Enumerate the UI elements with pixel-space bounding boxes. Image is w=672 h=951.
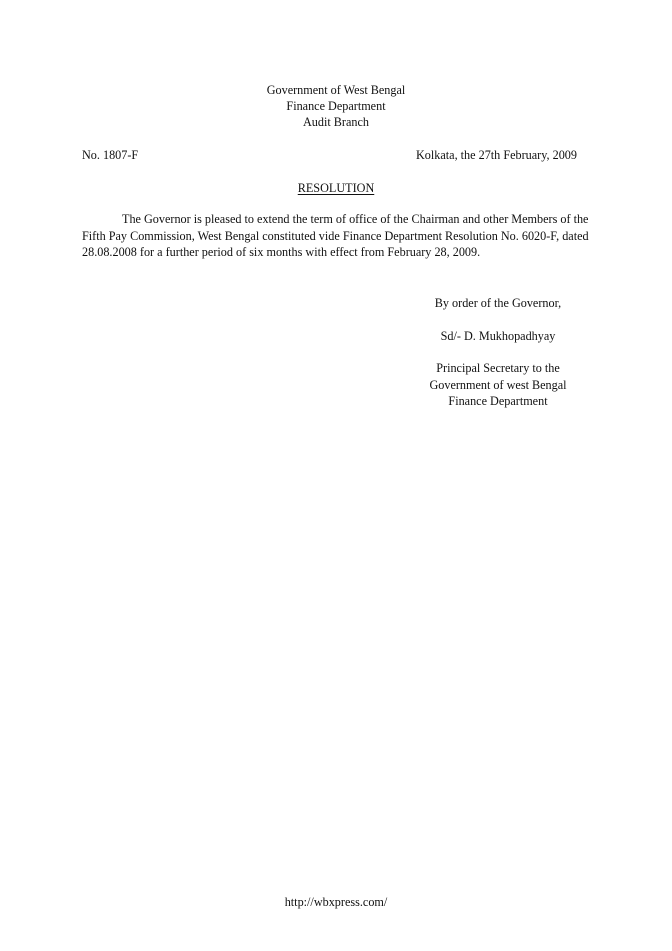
letterhead <box>0 82 672 130</box>
order-line: By order of the Governor, <box>434 296 562 310</box>
document-title <box>0 180 672 197</box>
place-date: Kolkata, the 27th February, 2009 <box>416 148 577 162</box>
resolution-heading: RESOLUTION <box>297 181 375 195</box>
footer-url: http://wbxpress.com/ <box>284 895 388 909</box>
letterhead-branch: Audit Branch <box>302 115 369 129</box>
signatory-name: Sd/- D. Mukhopadhyay <box>440 329 556 343</box>
designation-line-3: Finance Department <box>448 394 548 408</box>
letterhead-department: Finance Department <box>286 99 386 113</box>
letterhead-government: Government of West Bengal <box>266 83 406 97</box>
reference-row <box>82 147 577 163</box>
resolution-body: The Governor is pleased to extend the term of office of the Chairman and other Members of the Fifth Pay Commission, West Bengal constituted vide Finance Department Resolution No. 6020-F, dated 28.08.2008 for a further period of six months with effect from February 28, 2009. <box>82 212 589 259</box>
signatory-designation <box>414 360 582 410</box>
reference-number: No. 1807-F <box>82 148 139 162</box>
designation-line-2: Government of west Bengal <box>429 377 567 392</box>
designation-line-1: Principal Secretary to the <box>436 361 560 375</box>
